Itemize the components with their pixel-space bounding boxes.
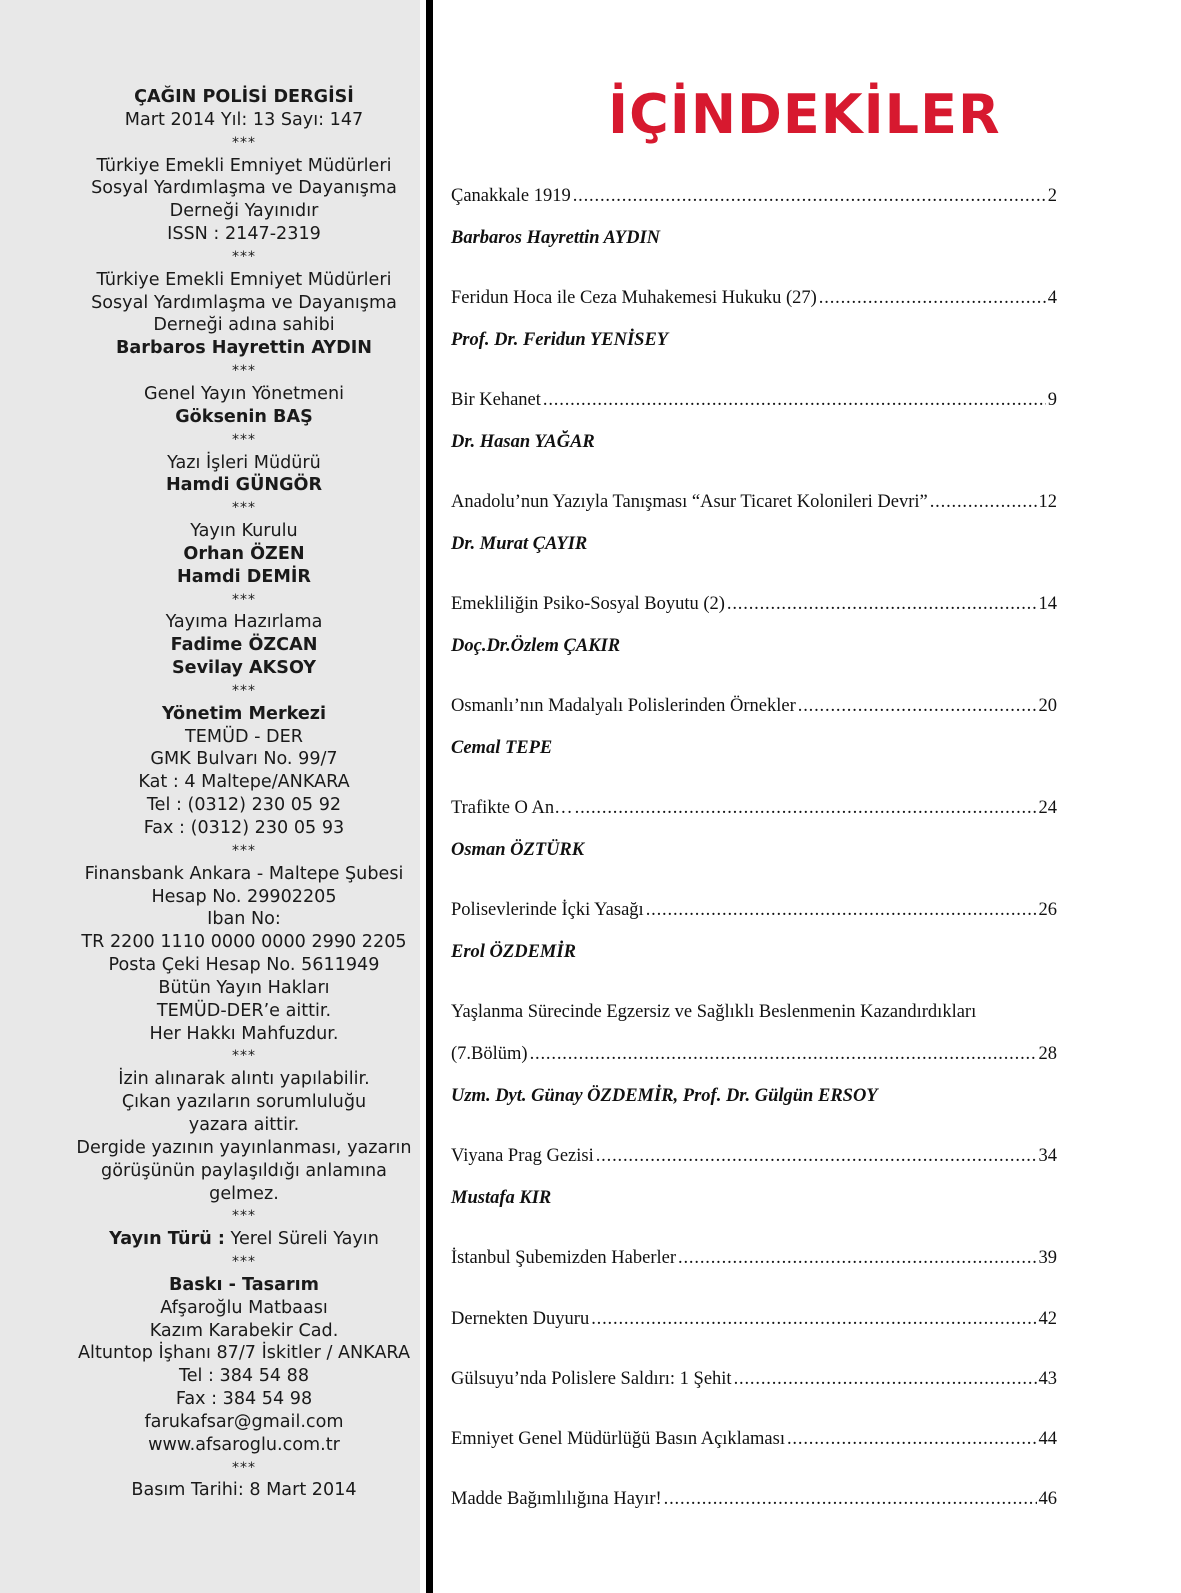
- toc-entry-author: Dr. Murat ÇAYIR: [451, 534, 588, 554]
- issue-info: Mart 2014 Yıl: 13 Sayı: 147: [124, 109, 364, 130]
- owner-line: Derneği adına sahibi: [153, 315, 335, 336]
- toc-entry-title-line1[interactable]: Yaşlanma Sürecinde Egzersiz ve Sağlıklı Beslenmenin Kazandırdıkları: [451, 1002, 977, 1022]
- toc-entry-title: Osmanlı’nın Madalyalı Polislerinden Örnekler: [451, 696, 796, 716]
- leader-dots: [798, 693, 1037, 719]
- print-website: www.afsaroglu.com.tr: [148, 1434, 340, 1455]
- rights-line: Her Hakkı Mahfuzdur.: [149, 1023, 339, 1044]
- hq-line: Kat : 4 Maltepe/ANKARA: [138, 772, 350, 793]
- toc-entry-title: Gülsuyu’nda Polislere Saldırı: 1 Şehit: [451, 1369, 732, 1389]
- toc-entry-author: Doç.Dr.Özlem ÇAKIR: [451, 636, 621, 656]
- rights-line: TEMÜD-DER’e aittir.: [156, 1000, 332, 1021]
- toc-entry-title: Emekliliğin Psiko-Sosyal Boyutu (2): [451, 594, 725, 614]
- toc-entry-title: Dernekten Duyuru: [451, 1309, 590, 1329]
- owner-name: Barbaros Hayrettin AYDIN: [116, 338, 372, 359]
- publication-type-label: Yayın Türü :: [109, 1229, 225, 1250]
- rights-line: Bütün Yayın Hakları: [158, 977, 330, 998]
- general-director-label: Genel Yayın Yönetmeni: [143, 383, 345, 404]
- leader-dots: [819, 285, 1046, 311]
- leader-dots: [530, 1041, 1037, 1067]
- hq-line: GMK Bulvarı No. 99/7: [150, 749, 338, 770]
- board-label: Yayın Kurulu: [190, 521, 298, 542]
- notice-line: yazara aittir.: [188, 1114, 300, 1135]
- publisher-line: Derneği Yayınıdır: [169, 201, 319, 222]
- toc-entry-title: Viyana Prag Gezisi: [451, 1146, 594, 1166]
- toc-entry-page: 39: [1038, 1248, 1057, 1268]
- imprint-block: [64, 86, 424, 1502]
- toc-entry[interactable]: [451, 1245, 1057, 1271]
- print-email: farukafsar@gmail.com: [144, 1411, 344, 1432]
- separator: ***: [232, 1459, 256, 1476]
- toc-entry-title: Trafikte O An…: [451, 798, 573, 818]
- separator: ***: [232, 1208, 256, 1225]
- hq-label: Yönetim Merkezi: [161, 703, 327, 724]
- toc-entry-title: İstanbul Şubemizden Haberler: [451, 1248, 677, 1268]
- toc-entry-page: 9: [1047, 390, 1057, 410]
- notice-line: görüşünün paylaşıldığı anlamına: [101, 1160, 387, 1181]
- print-line: Afşaroğlu Matbaası: [160, 1297, 328, 1318]
- leader-dots: [543, 387, 1046, 413]
- bank-line: Hesap No. 29902205: [151, 886, 337, 907]
- leader-dots: [646, 897, 1037, 923]
- toc-entry[interactable]: [451, 489, 1057, 515]
- bank-line: Posta Çeki Hesap No. 5611949: [108, 955, 380, 976]
- notice-line: İzin alınarak alıntı yapılabilir.: [118, 1069, 370, 1090]
- owner-line: Türkiye Emekli Emniyet Müdürleri: [96, 269, 392, 290]
- toc-entry-title: Polisevlerinde İçki Yasağı: [451, 900, 644, 920]
- leader-dots: [930, 489, 1037, 515]
- separator: ***: [232, 431, 256, 448]
- toc-entry[interactable]: [451, 285, 1057, 311]
- toc-entry-page: 28: [1038, 1044, 1057, 1064]
- separator: ***: [232, 500, 256, 517]
- leader-dots: [591, 1306, 1036, 1332]
- toc-entry[interactable]: [451, 1366, 1057, 1392]
- separator: ***: [232, 248, 256, 265]
- notice-line: Çıkan yazıların sorumluluğu: [121, 1092, 367, 1113]
- prep-member: Sevilay AKSOY: [171, 658, 317, 679]
- toc-entry-page: 34: [1038, 1146, 1057, 1166]
- toc-entry[interactable]: [451, 591, 1057, 617]
- toc-entry-author: Osman ÖZTÜRK: [451, 840, 585, 860]
- publication-type: [64, 1228, 424, 1251]
- toc-entry-author: Cemal TEPE: [451, 738, 553, 758]
- toc-heading: İÇİNDEKİLER: [608, 83, 1001, 146]
- toc-entry-title: Emniyet Genel Müdürlüğü Basın Açıklaması: [451, 1429, 785, 1449]
- toc-entry-page: 42: [1038, 1309, 1057, 1329]
- print-line: Kazım Karabekir Cad.: [149, 1320, 339, 1341]
- print-phone: Tel : 384 54 88: [178, 1366, 310, 1387]
- issn: ISSN : 2147-2319: [167, 224, 321, 245]
- leader-dots: [573, 183, 1046, 209]
- publisher-line: Sosyal Yardımlaşma ve Dayanışma: [91, 178, 397, 199]
- editor-name: Hamdi GÜNGÖR: [165, 475, 323, 496]
- notice-line: gelmez.: [209, 1183, 279, 1204]
- toc-entry-page: 14: [1038, 594, 1057, 614]
- toc-entry-page: 24: [1038, 798, 1057, 818]
- toc-entry[interactable]: [451, 183, 1057, 209]
- toc-entry[interactable]: [451, 693, 1057, 719]
- print-line: Altuntop İşhanı 87/7 İskitler / ANKARA: [78, 1343, 410, 1364]
- toc-entry-author: Prof. Dr. Feridun YENİSEY: [451, 330, 669, 350]
- toc-entry[interactable]: [451, 1486, 1057, 1512]
- separator: ***: [232, 363, 256, 380]
- leader-dots: [575, 795, 1037, 821]
- leader-dots: [727, 591, 1037, 617]
- leader-dots: [596, 1143, 1037, 1169]
- publisher-line: Türkiye Emekli Emniyet Müdürleri: [96, 155, 392, 176]
- leader-dots: [787, 1426, 1037, 1452]
- toc-entry[interactable]: [451, 1306, 1057, 1332]
- toc-entry-title: Bir Kehanet: [451, 390, 541, 410]
- toc-entry[interactable]: [451, 795, 1057, 821]
- notice-line: Dergide yazının yayınlanması, yazarın: [76, 1137, 412, 1158]
- vertical-divider: [426, 0, 433, 1593]
- separator: ***: [232, 842, 256, 859]
- toc-entry-page: 20: [1038, 696, 1057, 716]
- toc-entry-author: Erol ÖZDEMİR: [451, 942, 576, 962]
- leader-dots: [734, 1366, 1037, 1392]
- bank-line: Iban No:: [207, 909, 281, 930]
- print-label: Baskı - Tasarım: [168, 1274, 320, 1295]
- toc-entry-title: Çanakkale 1919: [451, 186, 571, 206]
- hq-phone: Tel : (0312) 230 05 92: [146, 795, 342, 816]
- print-date: Basım Tarihi: 8 Mart 2014: [131, 1480, 357, 1501]
- prep-label: Yayıma Hazırlama: [165, 612, 323, 633]
- toc-entry-author: Dr. Hasan YAĞAR: [451, 432, 595, 452]
- toc-entry-title: Anadolu’nun Yazıyla Tanışması “Asur Ticaret Kolonileri Devri”: [451, 492, 928, 512]
- toc-entry-page: 46: [1038, 1489, 1057, 1509]
- toc-entry-page: 12: [1038, 492, 1057, 512]
- prep-member: Fadime ÖZCAN: [170, 635, 318, 656]
- toc-entry-page: 2: [1047, 186, 1057, 206]
- owner-line: Sosyal Yardımlaşma ve Dayanışma: [91, 292, 397, 313]
- toc-entry-title: Feridun Hoca ile Ceza Muhakemesi Hukuku (27): [451, 288, 817, 308]
- general-director-name: Göksenin BAŞ: [175, 406, 313, 427]
- separator: ***: [232, 1048, 256, 1065]
- hq-line: TEMÜD - DER: [185, 726, 303, 747]
- separator: ***: [232, 682, 256, 699]
- toc-entry[interactable]: [451, 387, 1057, 413]
- magazine-name: ÇAĞIN POLİSİ DERGİSİ: [134, 87, 354, 107]
- separator: ***: [232, 1254, 256, 1271]
- leader-dots: [678, 1245, 1036, 1271]
- toc-entry[interactable]: [451, 1426, 1057, 1452]
- toc-entry-title: Madde Bağımlılığına Hayır!: [451, 1489, 662, 1509]
- bank-line: Finansbank Ankara - Maltepe Şubesi: [84, 863, 404, 884]
- toc-entry[interactable]: [451, 1041, 1057, 1067]
- toc-entry-page: 43: [1038, 1369, 1057, 1389]
- publication-type-value: Yerel Süreli Yayın: [224, 1229, 379, 1250]
- toc-entry[interactable]: [451, 1143, 1057, 1169]
- leader-dots: [664, 1486, 1037, 1512]
- toc-entry-author: Uzm. Dyt. Günay ÖZDEMİR, Prof. Dr. Gülgün ERSOY: [451, 1086, 878, 1106]
- separator: ***: [232, 134, 256, 151]
- toc-entry-title: (7.Bölüm): [451, 1044, 528, 1064]
- print-fax: Fax : 384 54 98: [175, 1389, 313, 1410]
- separator: ***: [232, 591, 256, 608]
- toc-entry-author: Mustafa KIR: [451, 1188, 552, 1208]
- board-member: Hamdi DEMİR: [177, 566, 311, 587]
- hq-fax: Fax : (0312) 230 05 93: [143, 818, 345, 838]
- editor-label: Yazı İşleri Müdürü: [167, 452, 321, 473]
- toc-entry-page: 26: [1038, 900, 1057, 920]
- board-member: Orhan ÖZEN: [183, 543, 305, 564]
- toc-entry-page: 4: [1047, 288, 1057, 308]
- bank-line: TR 2200 1110 0000 0000 2990 2205: [81, 932, 407, 953]
- toc-entry[interactable]: [451, 897, 1057, 923]
- toc-entry-page: 44: [1038, 1429, 1057, 1449]
- toc-entry-author: Barbaros Hayrettin AYDIN: [451, 228, 661, 248]
